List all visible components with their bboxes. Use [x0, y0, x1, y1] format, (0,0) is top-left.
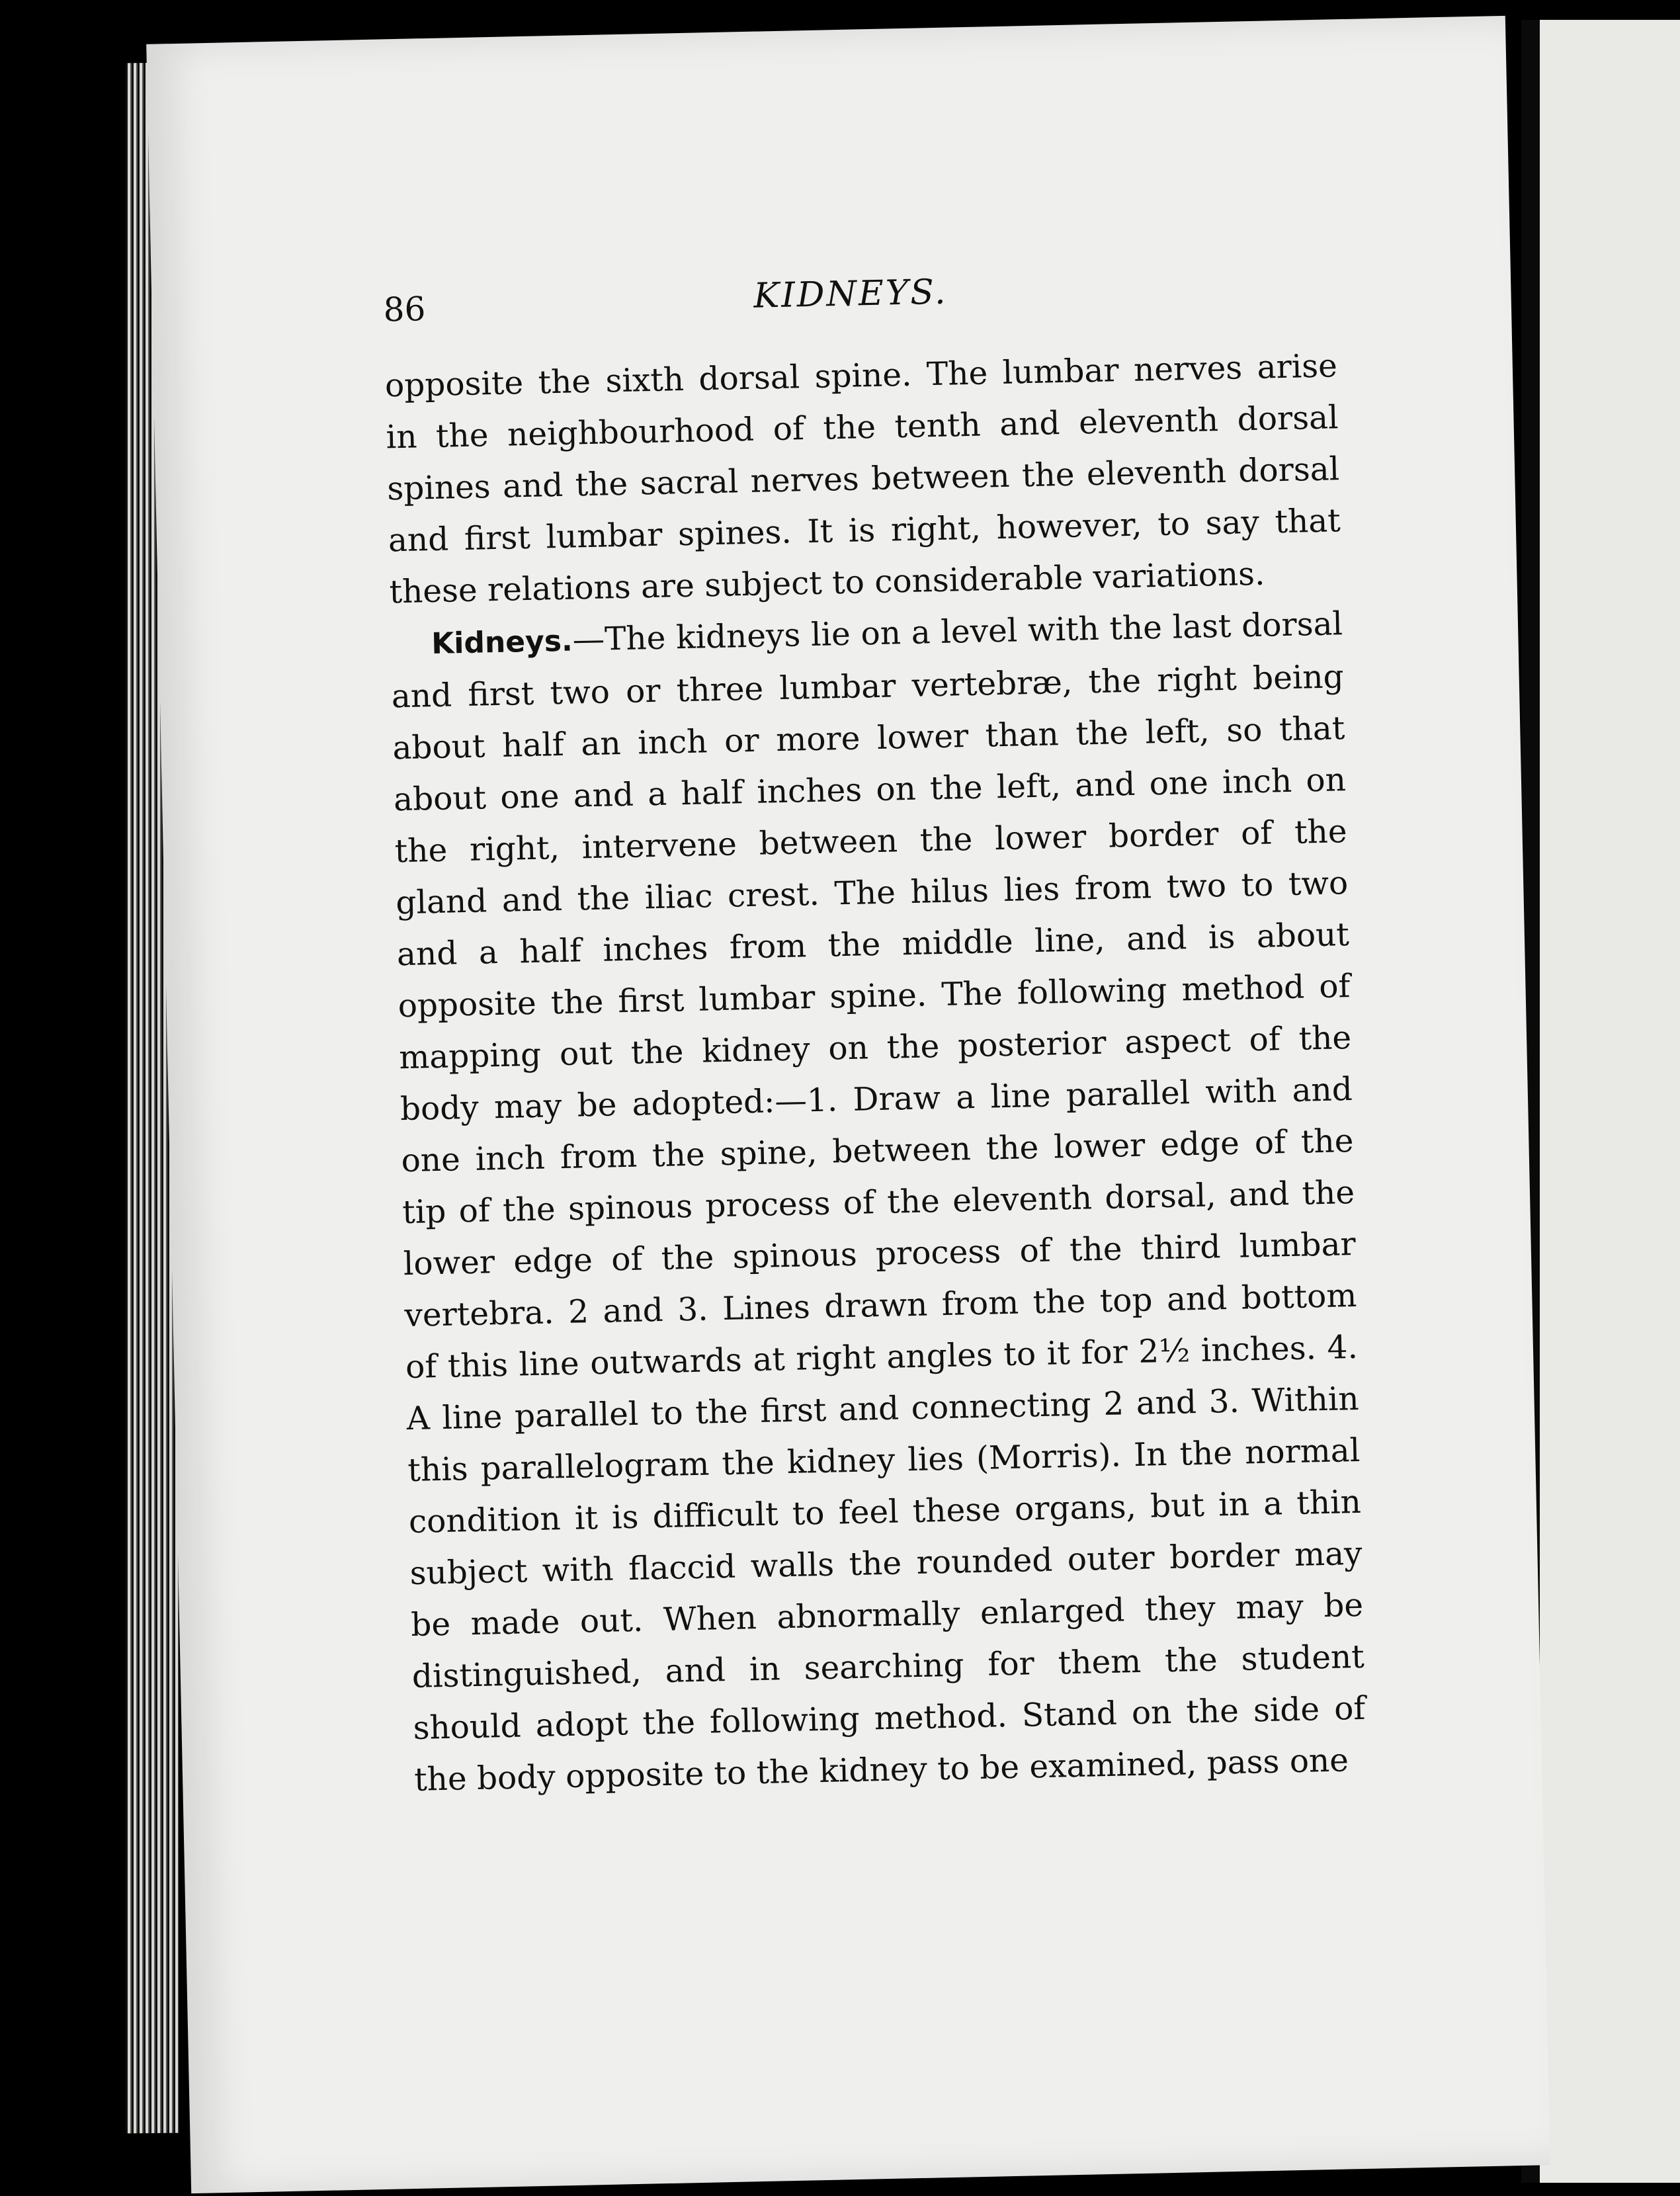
- page-content: [383, 264, 1367, 1806]
- running-head: [383, 264, 1336, 337]
- book-page: [146, 16, 1550, 2193]
- facing-page: [1521, 20, 1680, 2183]
- paragraph-2-text: —The kidneys lie on a level with the last dorsal and first two or three lumbar vertebræ, the right being about half an inch or more lower than the left, so that about one and a half inches on the left, and one inch on the right, intervene between the lower border of the gland and the iliac crest. The hilus lies from two to two and a half inches from the middle line, and is about opposite the first lumbar spine. The following method of mapping out the kidney on the posterior aspect of the body may be adopted:—1. Draw a line parallel with and one inch from the spine, between the lower edge of the tip of the spinous process of the eleventh dorsal, and the lower edge of the spinous process of the third lumbar vertebra. 2 and 3. Lines drawn from the top and bottom of this line outwards at right angles to it for 2½ inches. 4. A line parallel to the first and connecting 2 and 3. Within this parallelogram the kidney lies (Morris). In the normal condition it is difficult to feel these organs, but in a thin subject with flaccid walls the rounded outer border may be made out. When abnormally enlarged they may be distinguished, and in searching for them the student should adopt the following method. Stand on the side of the body opposite to the kidney to be examined, pass one: [391, 605, 1366, 1798]
- running-title: KIDNEYS.: [753, 272, 948, 316]
- page-number: 86: [383, 290, 426, 329]
- section-heading: Kidneys.: [431, 624, 573, 661]
- paragraph-2: [390, 598, 1366, 1806]
- paragraph-1: opposite the sixth dorsal spine. The lumbar nerves arise in the neighbourhood of the tenth and eleventh dorsal spines and the sacral nerves between the eleventh dorsal and first lumbar spines. It is right, however, to say that these relations are subject to considerable variations.: [384, 347, 1341, 611]
